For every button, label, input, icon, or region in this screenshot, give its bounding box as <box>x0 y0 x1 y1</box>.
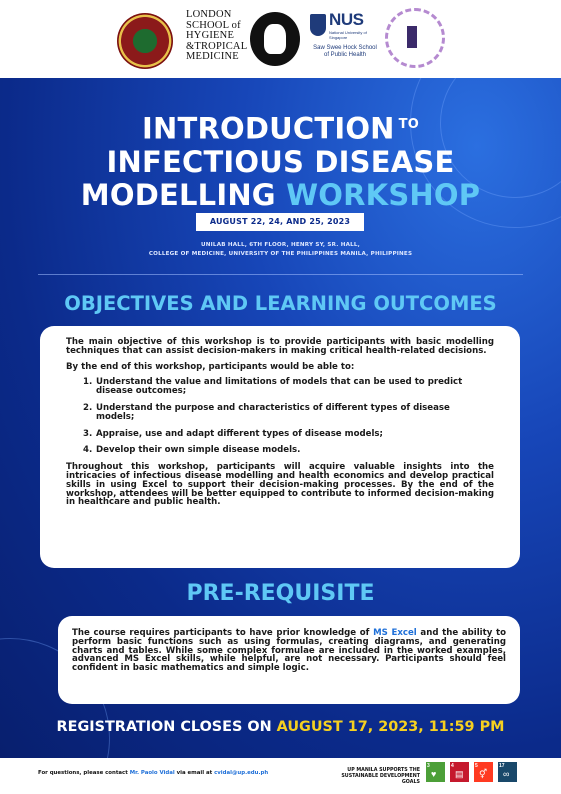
registration-date: AUGUST 17, 2023, 11:59 PM <box>276 719 505 735</box>
contact-name: Mr. Paolo Vidal <box>129 770 175 776</box>
nus-wordmark: NUS <box>329 10 364 29</box>
list-item <box>66 404 494 422</box>
date-badge: AUGUST 22, 24, AND 25, 2023 <box>196 213 364 231</box>
nus-subtitle: National University of Singapore <box>329 30 367 40</box>
ihpdr-anniversary-logo-icon <box>385 8 445 70</box>
lshtm-line: SCHOOL of <box>186 19 241 31</box>
prerequisite-heading: PRE-REQUISITE <box>186 581 375 606</box>
title-line-3b: WORKSHOP <box>286 177 481 212</box>
contact-text: via email at <box>174 770 215 776</box>
objectives-lead: By the end of this workshop, participants would be able to: <box>66 361 355 372</box>
title-line-3a: MODELLING <box>80 177 276 212</box>
list-item-number: 3. <box>83 428 93 439</box>
list-item-number: 4. <box>83 445 93 456</box>
objectives-card <box>40 326 520 568</box>
health-icon: 3 ♥ <box>426 762 445 782</box>
list-item-text: Understand the value and limitations of models that can be used to predict disease outcomes; <box>96 377 463 397</box>
nus-logo <box>310 10 380 59</box>
contact-info <box>38 770 268 776</box>
contact-text: For questions, please contact <box>38 770 130 776</box>
contact-email-link[interactable]: cvidal@up.edu.ph <box>214 770 269 776</box>
up-manila-seal-icon <box>117 13 173 69</box>
poster-body <box>0 78 561 758</box>
lshtm-wordmark <box>186 10 246 63</box>
lshtm-line: HYGIENE <box>186 30 235 41</box>
objectives-list <box>66 378 494 455</box>
prerequisite-card <box>58 616 520 704</box>
footer <box>0 758 561 794</box>
venue-line-2: COLLEGE OF MEDICINE, UNIVERSITY OF THE PHILIPPINES MANILA, PHILIPPINES <box>148 251 413 257</box>
partnership-icon: 17 ∞ <box>498 762 517 782</box>
venue <box>0 241 561 259</box>
nus-shield-icon <box>310 14 326 36</box>
list-item-number: 1. <box>83 377 93 388</box>
partner-logos <box>0 0 561 78</box>
divider <box>38 274 523 275</box>
registration-label: REGISTRATION CLOSES ON <box>56 719 277 735</box>
objectives-closing: Throughout this workshop, participants will acquire valuable insights into the intricacies of infectious disease modelling and health economics and develop practical skills in using Excel to support their decision-making processes. By the end of the workshop, attendees will be better equipped to contribute to informed decision-making in healthcare and public health. <box>66 462 494 508</box>
title-line-1: INTRODUCTION <box>142 111 395 146</box>
title-to: TO <box>398 117 419 132</box>
lshtm-crest-icon <box>250 12 300 66</box>
lshtm-line: &TROPICAL <box>186 40 248 52</box>
ms-excel-highlight: MS Excel <box>373 628 417 638</box>
workshop-title <box>0 108 561 212</box>
objectives-heading: OBJECTIVES AND LEARNING OUTCOMES <box>64 292 497 315</box>
list-item <box>66 430 494 439</box>
sdg-label: UP MANILA SUPPORTS THE SUSTAINABLE DEVELOPMENT GOALS <box>341 768 420 785</box>
list-item <box>66 378 494 396</box>
gender-equality-icon: 5 ⚥ <box>474 762 493 782</box>
title-line-2: INFECTIOUS DISEASE <box>106 144 455 179</box>
list-item <box>66 446 494 455</box>
objectives-intro: The main objective of this workshop is to provide participants with basic modelling techniques that can assist decision-makers in making critical health-related decisions. <box>66 337 494 356</box>
list-item-text: Appraise, use and adapt different types of disease models; <box>96 428 383 439</box>
prerequisite-text-after: and the ability to perform basic functions such as using formulas, creating diagrams, and generating charts and tables. While some complex formulae are included in the worked examples, advanced MS Excel skills, while helpful, are not necessary. Participants should feel confident in basic mathematics and simple logic. <box>72 628 507 674</box>
venue-line-1: UNILAB HALL, 6TH FLOOR, HENRY SY, SR. HALL, <box>201 242 360 248</box>
nus-school-name: Saw Swee Hock School of Public Health <box>313 45 377 58</box>
lshtm-line: LONDON <box>186 9 232 20</box>
registration-deadline <box>0 718 561 736</box>
list-item-text: Develop their own simple disease models. <box>96 445 301 456</box>
list-item-text: Understand the purpose and characteristics of different types of disease models; <box>96 402 450 422</box>
list-item-number: 2. <box>83 402 93 413</box>
prerequisite-text-before: The course requires participants to have prior knowledge of <box>72 628 374 638</box>
lshtm-line: MEDICINE <box>186 51 239 62</box>
education-icon: 4 ▤ <box>450 762 469 782</box>
